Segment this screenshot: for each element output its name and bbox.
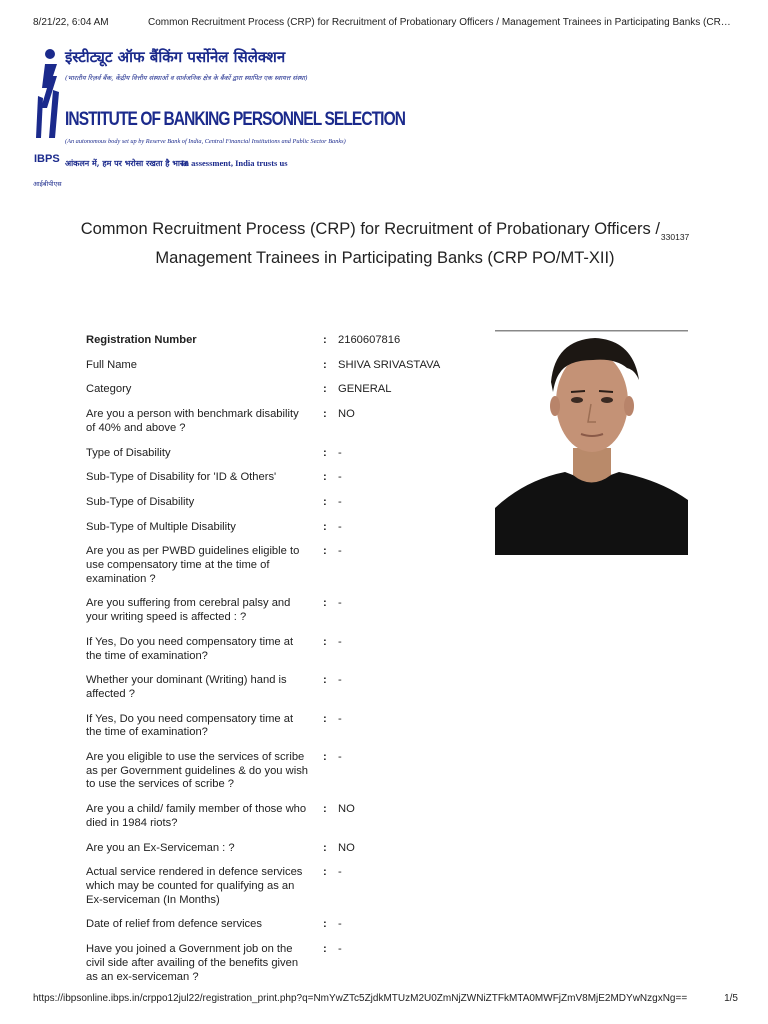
registration-details — [86, 334, 466, 995]
detail-row — [86, 636, 466, 663]
detail-label: Are you as per PWBD guidelines eligible to use compensatory time at the time of examination ? — [86, 545, 300, 585]
detail-label: Whether your dominant (Writing) hand is affected ? — [86, 674, 287, 700]
detail-colon: : — [323, 918, 327, 931]
detail-colon: : — [323, 841, 327, 854]
detail-label: Category — [86, 383, 132, 396]
detail-colon: : — [323, 545, 327, 558]
detail-colon: : — [323, 597, 327, 610]
detail-value: GENERAL — [338, 383, 392, 396]
detail-row — [86, 674, 466, 701]
detail-label: If Yes, Do you need compensatory time at the time of examination? — [86, 635, 294, 662]
print-doc-title: Common Recruitment Process (CRP) for Recruitment of Probationary Officers / Management Trainees in Participating Banks (CR… — [148, 17, 731, 28]
detail-colon: : — [323, 334, 327, 346]
detail-value: - — [338, 471, 342, 484]
detail-value: - — [338, 751, 342, 764]
detail-row — [86, 521, 466, 535]
logo-acronym-hindi: आईबीपीएस — [33, 180, 62, 188]
detail-value: - — [338, 495, 342, 508]
detail-row — [86, 842, 466, 856]
detail-row — [86, 943, 466, 984]
detail-colon: : — [323, 635, 327, 648]
detail-colon: : — [323, 471, 327, 484]
detail-row — [86, 803, 466, 830]
detail-label: Are you eligible to use the services of scribe as per Government guidelines & do you wish to use the services of scribe ? — [86, 751, 309, 791]
logo-english-subtitle: (An autonomous body set up by Reserve Bank of India, Central Financial Institutions and Public Sector Banks) — [65, 138, 346, 145]
title-line-1: Common Recruitment Process (CRP) for Recruitment of Probationary Officers / — [80, 220, 660, 238]
logo-tagline — [65, 156, 288, 178]
detail-colon: : — [323, 495, 327, 508]
detail-colon: : — [323, 803, 327, 816]
detail-value: - — [338, 918, 342, 931]
detail-colon: : — [323, 674, 327, 687]
print-url: https://ibpsonline.ibps.in/crppo12jul22/registration_print.php?q=NmYwZTc5ZjdkMTUzM2U0ZmNjZWNiZTFkMTA0MWFjZmV8MjE2MDYwNzgxNg== — [33, 993, 688, 1004]
logo-acronym: IBPS — [34, 153, 60, 165]
detail-label: Are you suffering from cerebral palsy and your writing speed is affected : ? — [86, 597, 291, 624]
detail-label: Sub-Type of Disability — [86, 495, 195, 508]
logo-tagline-english: In assessment, India trusts us — [181, 158, 288, 168]
detail-value: - — [338, 866, 342, 879]
detail-row — [86, 713, 466, 740]
detail-row — [86, 359, 466, 373]
detail-label: Actual service rendered in defence services which may be counted for qualifying as an Ex-serviceman (In Months) — [86, 866, 303, 906]
detail-colon: : — [323, 408, 327, 421]
detail-label: Type of Disability — [86, 446, 171, 459]
detail-label: Are you a person with benchmark disability of 40% and above ? — [86, 408, 299, 434]
title-line-2: Management Trainees in Participating Banks (CRP PO/MT-XII) — [155, 249, 615, 267]
logo-english-title: INSTITUTE OF BANKING PERSONNEL SELECTION — [65, 108, 406, 130]
applicant-photo — [495, 330, 688, 555]
detail-row — [86, 918, 466, 932]
detail-value: - — [338, 446, 342, 459]
detail-value: SHIVA SRIVASTAVA — [338, 358, 441, 371]
detail-row — [86, 751, 466, 792]
page-title — [40, 219, 730, 269]
logo-tagline-hindi: आंकलन में, हम पर भरोसा रखता है भारत — [65, 158, 188, 168]
detail-row — [86, 496, 466, 510]
ibps-logo — [33, 42, 406, 194]
detail-value: NO — [338, 408, 355, 421]
print-timestamp: 8/21/22, 6:04 AM — [33, 17, 109, 28]
detail-row — [86, 471, 466, 485]
detail-value: - — [338, 635, 342, 648]
detail-colon: : — [323, 866, 327, 879]
detail-label: Full Name — [86, 358, 137, 371]
detail-row — [86, 334, 466, 348]
detail-value: - — [338, 674, 342, 687]
detail-colon: : — [323, 751, 327, 764]
logo-hindi-subtitle: (भारतीय रिज़र्व बैंक, केंद्रीय वित्तीय संस्थाओं व सार्वजनिक क्षेत्र के बैंकों द्वारा स्थापित एक स्वायत्त संस्था) — [65, 74, 308, 82]
detail-row — [86, 597, 466, 624]
detail-value: 2160607816 — [338, 334, 401, 346]
detail-value: NO — [338, 841, 355, 854]
detail-value: - — [338, 520, 342, 533]
detail-row — [86, 866, 466, 907]
detail-label: Are you an Ex-Serviceman : ? — [86, 841, 235, 854]
detail-value: - — [338, 597, 342, 610]
detail-row — [86, 383, 466, 397]
print-footer — [33, 993, 738, 1004]
detail-row — [86, 447, 466, 461]
detail-label: Sub-Type of Multiple Disability — [86, 520, 236, 533]
detail-value: - — [338, 545, 342, 558]
detail-label: Date of relief from defence services — [86, 918, 262, 931]
detail-colon: : — [323, 712, 327, 725]
detail-row — [86, 408, 466, 435]
detail-label: Sub-Type of Disability for 'ID & Others' — [86, 471, 277, 484]
detail-label: If Yes, Do you need compensatory time at the time of examination? — [86, 712, 294, 739]
ibps-emblem-icon — [33, 46, 63, 196]
detail-colon: : — [323, 358, 327, 371]
detail-colon: : — [323, 446, 327, 459]
title-reference: 330137 — [660, 232, 690, 242]
detail-colon: : — [323, 520, 327, 533]
detail-label: Are you a child/ family member of those who died in 1984 riots? — [86, 803, 307, 829]
detail-value: - — [338, 943, 342, 956]
detail-value: NO — [338, 803, 355, 816]
detail-label: Have you joined a Government job on the civil side after availing of the benefits given as an ex-serviceman ? — [86, 943, 299, 983]
detail-row — [86, 545, 466, 586]
detail-colon: : — [323, 943, 327, 956]
page-number: 1/5 — [724, 993, 738, 1004]
detail-colon: : — [323, 383, 327, 396]
detail-label: Registration Number — [86, 334, 197, 346]
detail-value: - — [338, 712, 342, 725]
logo-hindi-title: इंस्टीट्यूट ऑफ बैंकिंग पर्सोनेल सिलेक्शन — [65, 48, 286, 66]
